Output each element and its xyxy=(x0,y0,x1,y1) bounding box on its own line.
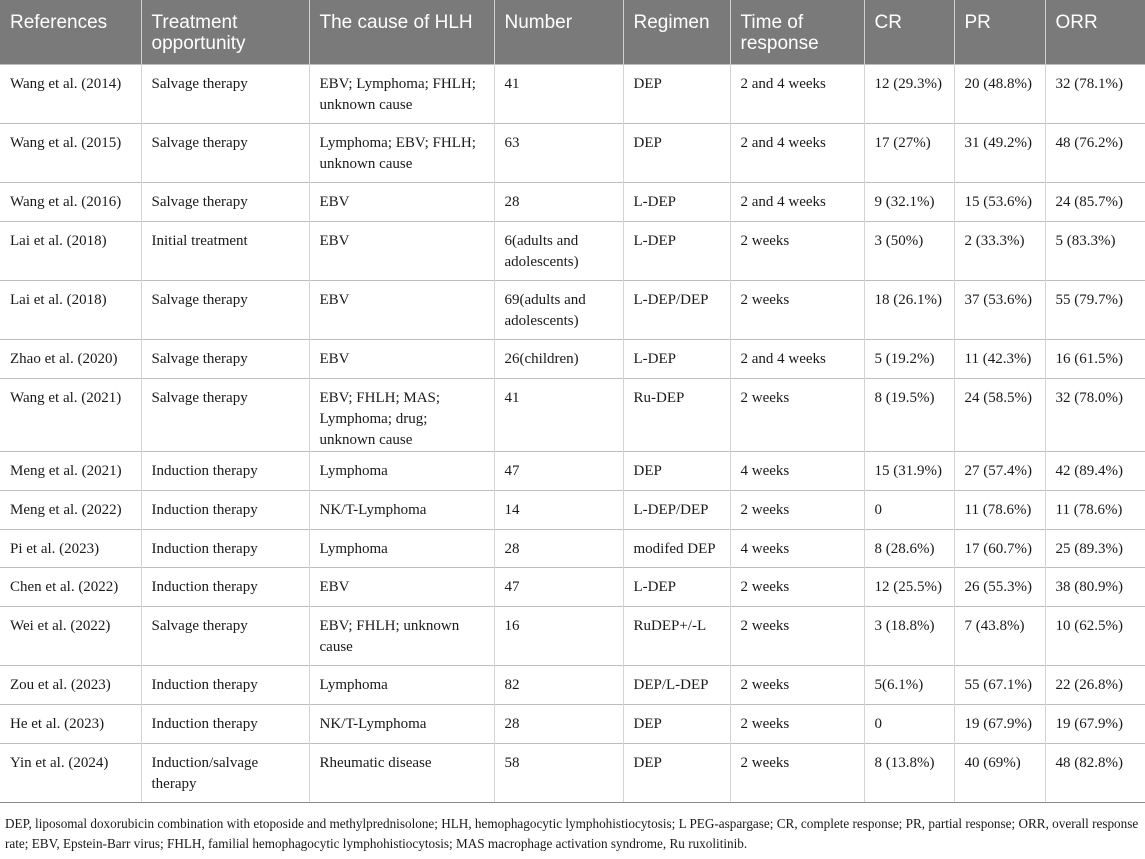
cell-cr: 5 (19.2%) xyxy=(864,339,954,378)
cell-regimen: L-DEP/DEP xyxy=(623,490,730,529)
cell-orr: 32 (78.1%) xyxy=(1045,65,1145,124)
cell-pr: 31 (49.2%) xyxy=(954,124,1045,183)
cell-reference: Yin et al. (2024) xyxy=(0,744,141,803)
cell-regimen: RuDEP+/-L xyxy=(623,607,730,666)
cell-pr: 26 (55.3%) xyxy=(954,568,1045,607)
cell-pr: 40 (69%) xyxy=(954,744,1045,803)
table-row xyxy=(0,666,1145,705)
cell-treatment-opportunity: Induction therapy xyxy=(141,568,309,607)
table-row xyxy=(0,568,1145,607)
cell-number: 28 xyxy=(494,529,623,568)
cell-cr: 8 (28.6%) xyxy=(864,529,954,568)
cell-pr: 27 (57.4%) xyxy=(954,451,1045,490)
cell-time-of-response: 2 weeks xyxy=(730,490,864,529)
cell-reference: Lai et al. (2018) xyxy=(0,221,141,280)
cell-time-of-response: 2 weeks xyxy=(730,280,864,339)
cell-orr: 10 (62.5%) xyxy=(1045,607,1145,666)
cell-cr: 12 (29.3%) xyxy=(864,65,954,124)
cell-orr: 55 (79.7%) xyxy=(1045,280,1145,339)
table-row xyxy=(0,451,1145,490)
col-cause-of-hlh: The cause of HLH xyxy=(309,0,494,65)
cell-time-of-response: 2 and 4 weeks xyxy=(730,124,864,183)
cell-reference: Wang et al. (2014) xyxy=(0,65,141,124)
cell-regimen: L-DEP/DEP xyxy=(623,280,730,339)
cell-time-of-response: 2 weeks xyxy=(730,744,864,803)
cell-orr: 42 (89.4%) xyxy=(1045,451,1145,490)
cell-time-of-response: 2 and 4 weeks xyxy=(730,339,864,378)
cell-treatment-opportunity: Salvage therapy xyxy=(141,183,309,222)
cell-reference: Meng et al. (2022) xyxy=(0,490,141,529)
cell-reference: Wang et al. (2016) xyxy=(0,183,141,222)
table-row xyxy=(0,65,1145,124)
cell-treatment-opportunity: Salvage therapy xyxy=(141,65,309,124)
cell-time-of-response: 2 weeks xyxy=(730,705,864,744)
cell-regimen: Ru-DEP xyxy=(623,378,730,451)
cell-number: 63 xyxy=(494,124,623,183)
cell-reference: Zou et al. (2023) xyxy=(0,666,141,705)
table-row xyxy=(0,529,1145,568)
cell-time-of-response: 2 weeks xyxy=(730,607,864,666)
table-row xyxy=(0,607,1145,666)
cell-orr: 16 (61.5%) xyxy=(1045,339,1145,378)
cell-regimen: L-DEP xyxy=(623,221,730,280)
cell-cause: EBV xyxy=(309,221,494,280)
cell-cr: 0 xyxy=(864,705,954,744)
cell-cause: EBV; Lymphoma; FHLH; unknown cause xyxy=(309,65,494,124)
cell-number: 82 xyxy=(494,666,623,705)
cell-treatment-opportunity: Induction therapy xyxy=(141,705,309,744)
cell-reference: Chen et al. (2022) xyxy=(0,568,141,607)
cell-regimen: L-DEP xyxy=(623,183,730,222)
cell-orr: 11 (78.6%) xyxy=(1045,490,1145,529)
cell-pr: 20 (48.8%) xyxy=(954,65,1045,124)
cell-cr: 3 (18.8%) xyxy=(864,607,954,666)
cell-orr: 48 (82.8%) xyxy=(1045,744,1145,803)
cell-reference: Zhao et al. (2020) xyxy=(0,339,141,378)
cell-cr: 8 (19.5%) xyxy=(864,378,954,451)
cell-treatment-opportunity: Induction/salvage therapy xyxy=(141,744,309,803)
cell-cr: 5(6.1%) xyxy=(864,666,954,705)
cell-number: 41 xyxy=(494,378,623,451)
cell-reference: Wei et al. (2022) xyxy=(0,607,141,666)
cell-treatment-opportunity: Salvage therapy xyxy=(141,124,309,183)
cell-orr: 19 (67.9%) xyxy=(1045,705,1145,744)
cell-treatment-opportunity: Induction therapy xyxy=(141,451,309,490)
cell-regimen: DEP xyxy=(623,451,730,490)
col-time-of-response: Time of response xyxy=(730,0,864,65)
cell-pr: 11 (42.3%) xyxy=(954,339,1045,378)
cell-regimen: modifed DEP xyxy=(623,529,730,568)
cell-cause: EBV xyxy=(309,339,494,378)
cell-number: 47 xyxy=(494,568,623,607)
cell-cause: Lymphoma xyxy=(309,666,494,705)
cell-reference: Wang et al. (2015) xyxy=(0,124,141,183)
col-references: References xyxy=(0,0,141,65)
table-row xyxy=(0,221,1145,280)
cell-pr: 55 (67.1%) xyxy=(954,666,1045,705)
cell-cause: Rheumatic disease xyxy=(309,744,494,803)
cell-time-of-response: 2 weeks xyxy=(730,666,864,705)
cell-pr: 7 (43.8%) xyxy=(954,607,1045,666)
table-footnote: DEP, liposomal doxorubicin combination with etoposide and methylprednisolone; HLH, hemophagocytic lymphohistiocytosis; L PEG-aspargase; CR, complete response; PR, partial response; ORR, overall response rate; EBV, Epstein-Barr virus; FHLH, familial hemophagocytic lymphohistiocytosis; MAS macrophage activation syndrome, Ru ruxolitinib. xyxy=(5,816,1139,851)
cell-cr: 15 (31.9%) xyxy=(864,451,954,490)
cell-reference: Wang et al. (2021) xyxy=(0,378,141,451)
cell-pr: 19 (67.9%) xyxy=(954,705,1045,744)
cell-treatment-opportunity: Initial treatment xyxy=(141,221,309,280)
cell-time-of-response: 4 weeks xyxy=(730,529,864,568)
cell-cause: NK/T-Lymphoma xyxy=(309,490,494,529)
col-orr: ORR xyxy=(1045,0,1145,65)
cell-time-of-response: 2 weeks xyxy=(730,378,864,451)
col-treatment-opportunity: Treatment opportunity xyxy=(141,0,309,65)
cell-cr: 3 (50%) xyxy=(864,221,954,280)
col-number: Number xyxy=(494,0,623,65)
cell-number: 47 xyxy=(494,451,623,490)
cell-cause: EBV; FHLH; MAS; Lymphoma; drug; unknown cause xyxy=(309,378,494,451)
cell-treatment-opportunity: Salvage therapy xyxy=(141,280,309,339)
cell-cause: Lymphoma; EBV; FHLH; unknown cause xyxy=(309,124,494,183)
cell-cr: 0 xyxy=(864,490,954,529)
table-row xyxy=(0,378,1145,451)
cell-reference: He et al. (2023) xyxy=(0,705,141,744)
cell-orr: 38 (80.9%) xyxy=(1045,568,1145,607)
cell-number: 58 xyxy=(494,744,623,803)
cell-reference: Lai et al. (2018) xyxy=(0,280,141,339)
cell-orr: 48 (76.2%) xyxy=(1045,124,1145,183)
cell-orr: 25 (89.3%) xyxy=(1045,529,1145,568)
cell-number: 6(adults and adolescents) xyxy=(494,221,623,280)
cell-pr: 24 (58.5%) xyxy=(954,378,1045,451)
cell-cause: NK/T-Lymphoma xyxy=(309,705,494,744)
header-row xyxy=(0,0,1145,65)
cell-cause: EBV xyxy=(309,280,494,339)
cell-number: 26(children) xyxy=(494,339,623,378)
cell-cause: EBV xyxy=(309,183,494,222)
cell-regimen: DEP xyxy=(623,705,730,744)
col-regimen: Regimen xyxy=(623,0,730,65)
cell-reference: Pi et al. (2023) xyxy=(0,529,141,568)
col-pr: PR xyxy=(954,0,1045,65)
table-row xyxy=(0,280,1145,339)
cell-time-of-response: 2 and 4 weeks xyxy=(730,183,864,222)
cell-number: 69(adults and adolescents) xyxy=(494,280,623,339)
cell-pr: 11 (78.6%) xyxy=(954,490,1045,529)
cell-time-of-response: 2 and 4 weeks xyxy=(730,65,864,124)
cell-pr: 15 (53.6%) xyxy=(954,183,1045,222)
cell-treatment-opportunity: Induction therapy xyxy=(141,529,309,568)
table-row xyxy=(0,339,1145,378)
cell-regimen: DEP/L-DEP xyxy=(623,666,730,705)
cell-number: 28 xyxy=(494,705,623,744)
cell-pr: 2 (33.3%) xyxy=(954,221,1045,280)
col-cr: CR xyxy=(864,0,954,65)
cell-cr: 9 (32.1%) xyxy=(864,183,954,222)
cell-cr: 12 (25.5%) xyxy=(864,568,954,607)
cell-cause: Lymphoma xyxy=(309,529,494,568)
cell-pr: 17 (60.7%) xyxy=(954,529,1045,568)
cell-number: 16 xyxy=(494,607,623,666)
cell-regimen: L-DEP xyxy=(623,339,730,378)
table-row xyxy=(0,744,1145,803)
table-row xyxy=(0,490,1145,529)
cell-treatment-opportunity: Salvage therapy xyxy=(141,607,309,666)
cell-cr: 17 (27%) xyxy=(864,124,954,183)
cell-orr: 32 (78.0%) xyxy=(1045,378,1145,451)
cell-time-of-response: 2 weeks xyxy=(730,221,864,280)
table-row xyxy=(0,124,1145,183)
cell-orr: 5 (83.3%) xyxy=(1045,221,1145,280)
cell-cause: Lymphoma xyxy=(309,451,494,490)
cell-cause: EBV; FHLH; unknown cause xyxy=(309,607,494,666)
cell-number: 41 xyxy=(494,65,623,124)
cell-treatment-opportunity: Induction therapy xyxy=(141,666,309,705)
cell-number: 28 xyxy=(494,183,623,222)
cell-orr: 24 (85.7%) xyxy=(1045,183,1145,222)
cell-cr: 18 (26.1%) xyxy=(864,280,954,339)
cell-regimen: DEP xyxy=(623,744,730,803)
table-row xyxy=(0,705,1145,744)
cell-number: 14 xyxy=(494,490,623,529)
cell-regimen: DEP xyxy=(623,65,730,124)
cell-treatment-opportunity: Salvage therapy xyxy=(141,339,309,378)
cell-reference: Meng et al. (2021) xyxy=(0,451,141,490)
cell-orr: 22 (26.8%) xyxy=(1045,666,1145,705)
cell-treatment-opportunity: Induction therapy xyxy=(141,490,309,529)
cell-time-of-response: 4 weeks xyxy=(730,451,864,490)
cell-cause: EBV xyxy=(309,568,494,607)
table-body xyxy=(0,65,1145,803)
table-row xyxy=(0,183,1145,222)
cell-cr: 8 (13.8%) xyxy=(864,744,954,803)
cell-pr: 37 (53.6%) xyxy=(954,280,1045,339)
cell-regimen: DEP xyxy=(623,124,730,183)
cell-time-of-response: 2 weeks xyxy=(730,568,864,607)
cell-treatment-opportunity: Salvage therapy xyxy=(141,378,309,451)
cell-regimen: L-DEP xyxy=(623,568,730,607)
